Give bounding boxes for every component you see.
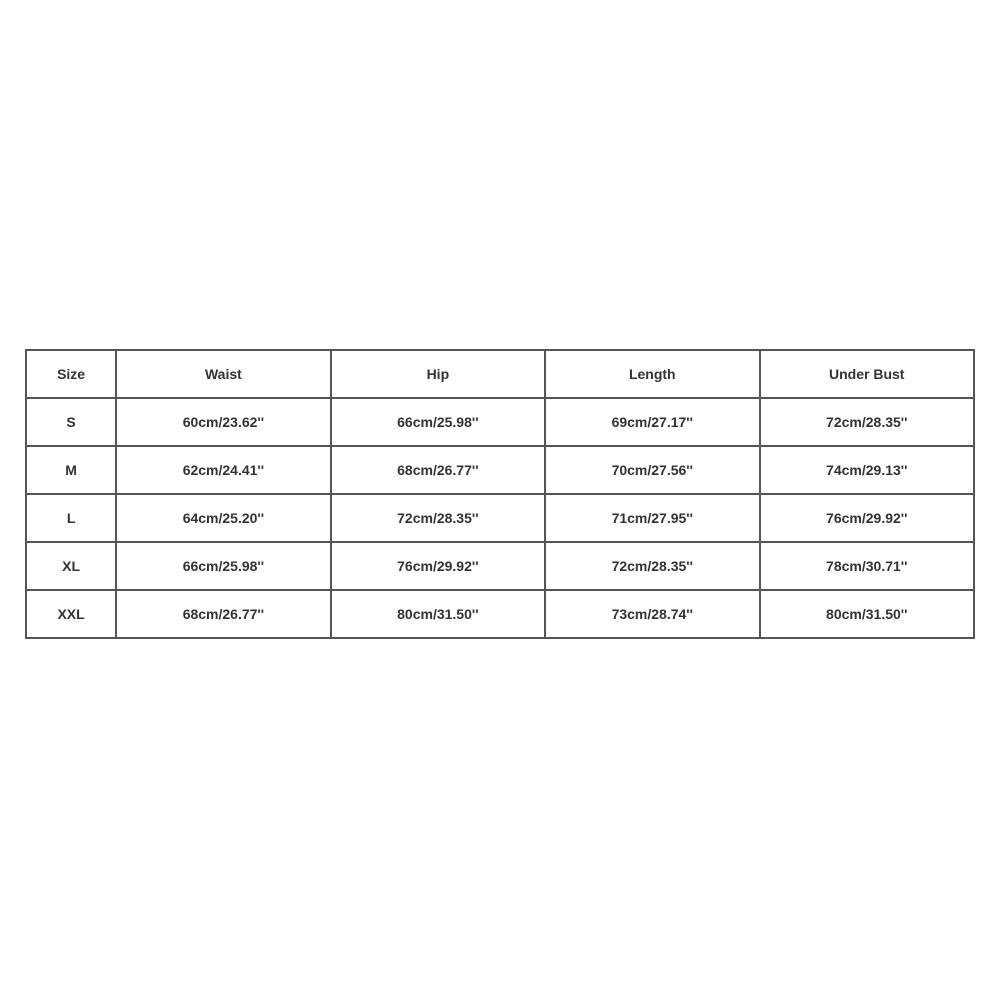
under-bust-cell: 74cm/29.13'' bbox=[760, 446, 975, 494]
hip-cell: 80cm/31.50'' bbox=[331, 590, 545, 638]
size-cell: M bbox=[26, 446, 116, 494]
hip-cell: 68cm/26.77'' bbox=[331, 446, 545, 494]
under-bust-cell: 78cm/30.71'' bbox=[760, 542, 975, 590]
length-cell: 71cm/27.95'' bbox=[545, 494, 759, 542]
size-cell: L bbox=[26, 494, 116, 542]
header-row bbox=[26, 350, 974, 398]
size-cell: XL bbox=[26, 542, 116, 590]
waist-cell: 66cm/25.98'' bbox=[116, 542, 330, 590]
length-cell: 72cm/28.35'' bbox=[545, 542, 759, 590]
hip-cell: 72cm/28.35'' bbox=[331, 494, 545, 542]
length-cell: 70cm/27.56'' bbox=[545, 446, 759, 494]
under-bust-cell: 80cm/31.50'' bbox=[760, 590, 975, 638]
waist-cell: 60cm/23.62'' bbox=[116, 398, 330, 446]
header-under-bust: Under Bust bbox=[760, 350, 975, 398]
table-row bbox=[26, 494, 974, 542]
waist-cell: 68cm/26.77'' bbox=[116, 590, 330, 638]
hip-cell: 66cm/25.98'' bbox=[331, 398, 545, 446]
header-waist: Waist bbox=[116, 350, 330, 398]
size-cell: S bbox=[26, 398, 116, 446]
table-row bbox=[26, 398, 974, 446]
table-row bbox=[26, 446, 974, 494]
header-size: Size bbox=[26, 350, 116, 398]
header-hip: Hip bbox=[331, 350, 545, 398]
size-cell: XXL bbox=[26, 590, 116, 638]
header-length: Length bbox=[545, 350, 759, 398]
waist-cell: 64cm/25.20'' bbox=[116, 494, 330, 542]
length-cell: 69cm/27.17'' bbox=[545, 398, 759, 446]
size-chart-table bbox=[25, 349, 975, 639]
length-cell: 73cm/28.74'' bbox=[545, 590, 759, 638]
table-row bbox=[26, 542, 974, 590]
table-row bbox=[26, 590, 974, 638]
hip-cell: 76cm/29.92'' bbox=[331, 542, 545, 590]
under-bust-cell: 72cm/28.35'' bbox=[760, 398, 975, 446]
under-bust-cell: 76cm/29.92'' bbox=[760, 494, 975, 542]
waist-cell: 62cm/24.41'' bbox=[116, 446, 330, 494]
